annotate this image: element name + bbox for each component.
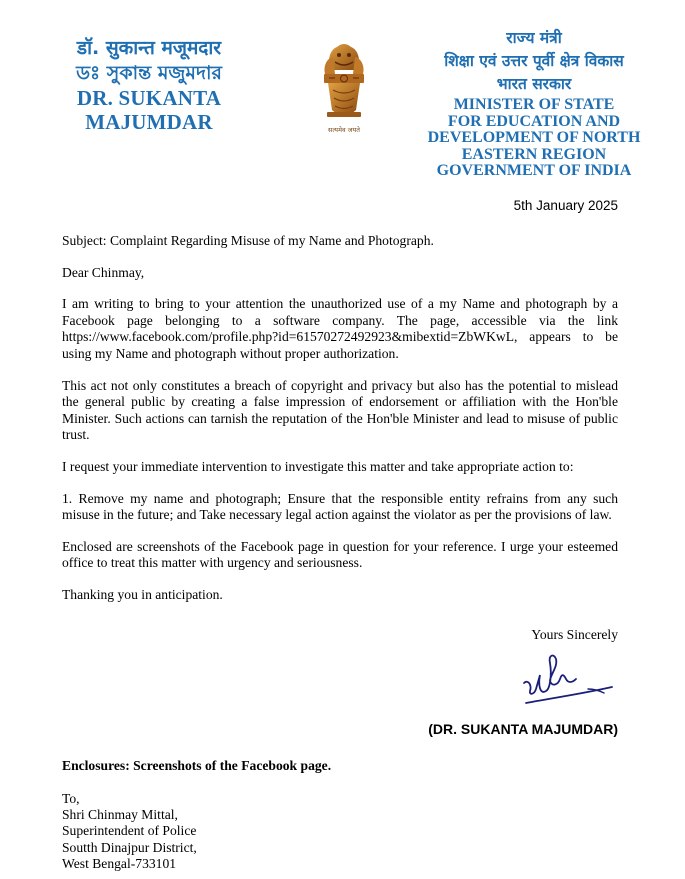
- letter-paragraph: Thanking you in anticipation.: [62, 586, 223, 602]
- national-emblem-icon: [317, 40, 371, 124]
- name-bengali: ডঃ সুকান্ত মজুমদার: [76, 62, 222, 84]
- name-english: DR. SUKANTA MAJUMDAR: [76, 86, 222, 134]
- recipient-to: To,: [62, 791, 80, 806]
- letter-paragraph: I request your immediate intervention to investigate this matter and take appropriate action to:: [62, 458, 574, 474]
- letterhead-title-block: [414, 27, 654, 180]
- title-hindi-1: राज्य मंत्री: [506, 29, 562, 47]
- recipient-address: [62, 791, 197, 872]
- title-english-1: MINISTER OF STATE: [453, 96, 615, 113]
- title-english-5: GOVERNMENT OF INDIA: [436, 162, 632, 179]
- letter-body: [62, 233, 618, 619]
- letter-salutation: Dear Chinmay,: [62, 264, 145, 280]
- letter-subject: Subject: Complaint Regarding Misuse of my Name and Photograph.: [62, 233, 434, 248]
- title-hindi-3: भारत सरकार: [496, 75, 572, 93]
- letter-date: 5th January 2025: [513, 198, 618, 213]
- letterhead-name-block: [18, 36, 280, 134]
- letter-closing: Yours Sincerely: [531, 627, 618, 642]
- emblem-motto: सत्यमेव जयते: [328, 126, 360, 134]
- national-emblem: [314, 40, 374, 134]
- title-english-4: EASTERN REGION: [461, 145, 607, 163]
- enclosures-note: Enclosures: Screenshots of the Facebook page.: [62, 758, 332, 773]
- letter-paragraph: This act not only constitutes a breach of copyright and privacy but also has the potential to mislead the general public by creating a false impression of endorsement or affiliation with the Hon'ble Minister. Such actions can tarnish the reputation of the Hon'ble Minister and lead to misuse of public trust.: [62, 377, 618, 443]
- recipient-line: Superintendent of Police: [62, 823, 197, 839]
- letter-paragraph: Enclosed are screenshots of the Facebook page in question for your reference. I urge your esteemed office to treat this matter with urgency and seriousness.: [62, 538, 618, 571]
- name-hindi: डॉ. सुकान्त मजूमदार: [76, 37, 222, 59]
- recipient-line: West Bengal-733101: [62, 855, 177, 871]
- title-english-2: FOR EDUCATION AND: [447, 112, 621, 130]
- title-hindi-2: शिक्षा एवं उत्तर पूर्वी क्षेत्र विकास: [444, 52, 624, 70]
- letter-paragraph: 1. Remove my name and photograph; Ensure that the responsible entity refrains from any such misuse in the future; and Take necessary legal action against the violator as per the provisions of law.: [62, 490, 618, 523]
- recipient-line: Shri Chinmay Mittal,: [62, 807, 178, 823]
- letter-paragraph: I am writing to bring to your attention the unauthorized use of a my Name and photograph by a Facebook page belonging to a software company. The page, accessible via the link https://www.facebook.com/profile.php?id=61570272492923&mibextid=ZbWKwL, appears to be using my Name and photograph without proper authorization.: [62, 296, 618, 361]
- title-english-3: DEVELOPMENT OF NORTH: [427, 129, 641, 146]
- signature-image: [516, 645, 616, 713]
- signatory-name: (DR. SUKANTA MAJUMDAR): [428, 721, 618, 737]
- recipient-line: Soutth Dinajpur District,: [62, 839, 197, 855]
